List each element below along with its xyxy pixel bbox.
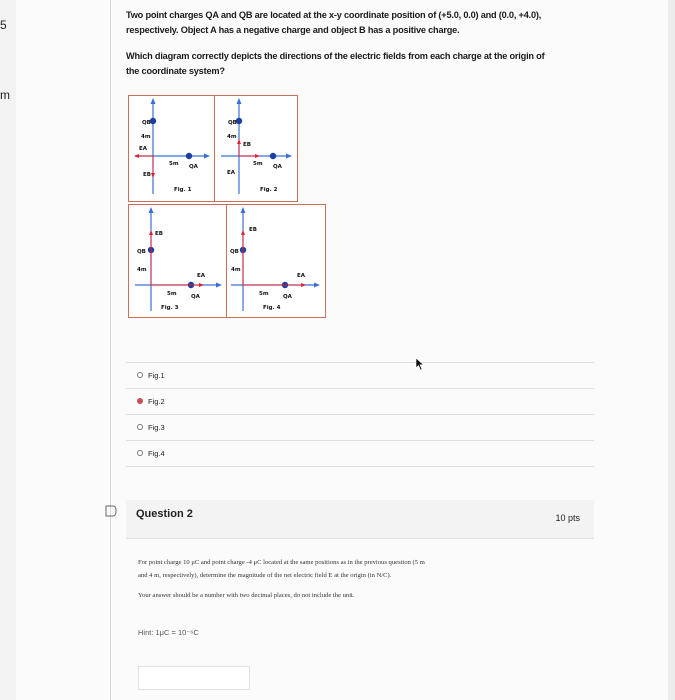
- fig4-dist-y-label: 4m: [231, 267, 241, 273]
- question-line-4: the coordinate system?: [126, 66, 225, 76]
- option-fig4[interactable]: [137, 446, 165, 460]
- radio-fig3[interactable]: [137, 424, 143, 430]
- fig2-qb-label: QB: [228, 120, 237, 126]
- fig2-dist-x-label: 5m: [253, 161, 263, 167]
- radio-fig1[interactable]: [137, 372, 143, 378]
- question-line-2: respectively. Object A has a negative charge and object B has a positive charge.: [126, 25, 460, 35]
- fig2-field-b-label: EB: [243, 142, 251, 148]
- fig2-field-a-label: EA: [227, 170, 236, 176]
- fig2-caption: Fig. 2: [260, 187, 278, 193]
- fig4-qa-label: QA: [283, 294, 292, 300]
- figure-1: [128, 95, 216, 202]
- left-fragment-middle: m: [0, 88, 10, 102]
- fig3-dist-y-label: 4m: [137, 267, 147, 273]
- fig4-dist-x-label: 5m: [259, 291, 269, 297]
- option-fig3[interactable]: [137, 420, 165, 434]
- fig3-caption: Fig. 3: [161, 305, 179, 311]
- question-2-points: 10 pts: [555, 513, 580, 523]
- fig1-qa-label: QA: [189, 164, 198, 170]
- divider: [126, 414, 594, 415]
- fig3-dist-x-label: 5m: [167, 291, 177, 297]
- fig4-field-a-label: EA: [297, 273, 306, 279]
- divider: [126, 388, 594, 389]
- divider: [126, 440, 594, 441]
- figure-3: [128, 204, 228, 318]
- left-fragment-top: 5: [0, 18, 7, 32]
- radio-fig4[interactable]: [137, 450, 143, 456]
- fig4-qb-label: QB: [230, 249, 239, 255]
- option-fig1-label: Fig.1: [148, 370, 165, 380]
- fig3-field-b-label: EB: [155, 231, 163, 237]
- question-2-line-2: and 4 m, respectively), determine the magnitude of the net electric field E at the origin (in N/C).: [138, 572, 392, 579]
- option-fig3-label: Fig.3: [148, 422, 165, 432]
- question-line-3: Which diagram correctly depicts the directions of the electric fields from each charge at the origin of: [126, 51, 545, 61]
- fig1-dist-y-label: 4m: [141, 134, 151, 140]
- left-edge: [0, 0, 16, 700]
- flag-question-icon[interactable]: [104, 505, 118, 517]
- question-2-header: [126, 500, 594, 539]
- fig4-field-b-label: EB: [249, 227, 257, 233]
- question-2-hint: Hint: 1μC = 10⁻⁶C: [138, 628, 199, 637]
- radio-fig2[interactable]: [137, 398, 143, 404]
- option-fig1[interactable]: [137, 368, 165, 382]
- option-fig4-label: Fig.4: [148, 448, 165, 458]
- fig2-dist-y-label: 4m: [227, 134, 237, 140]
- fig3-field-a-label: EA: [197, 273, 206, 279]
- fig1-field-b-label: EB: [143, 172, 151, 178]
- mouse-cursor-icon: [415, 357, 425, 371]
- divider: [126, 466, 594, 467]
- question-2-line-1: For point charge 10 μC and point charge -4 μC located at the same positions as in the previous question (5 m: [138, 559, 425, 566]
- fig1-caption: Fig. 1: [174, 187, 192, 193]
- figure-4: [226, 204, 326, 318]
- fig3-qb-label: QB: [137, 249, 146, 255]
- figure-2: [214, 95, 298, 202]
- question-2-line-3: Your answer should be a number with two decimal places, do not include the unit.: [138, 592, 355, 599]
- divider: [126, 362, 594, 363]
- right-edge: [668, 0, 675, 700]
- fig4-caption: Fig. 4: [263, 305, 281, 311]
- question-line-1: Two point charges QA and QB are located at the x-y coordinate position of (+5.0, 0.0) and (0.0, +4.0),: [126, 10, 542, 20]
- content-divider: [110, 0, 111, 700]
- option-fig2-label: Fig.2: [148, 396, 165, 406]
- option-fig2[interactable]: [137, 394, 165, 408]
- question-2-title: Question 2: [136, 508, 193, 520]
- fig1-qb-label: QB: [142, 120, 151, 126]
- fig3-qa-label: QA: [191, 294, 200, 300]
- fig1-dist-x-label: 5m: [169, 161, 179, 167]
- answer-input[interactable]: [138, 666, 250, 690]
- fig1-field-a-label: EA: [139, 146, 148, 152]
- fig2-qa-label: QA: [273, 164, 282, 170]
